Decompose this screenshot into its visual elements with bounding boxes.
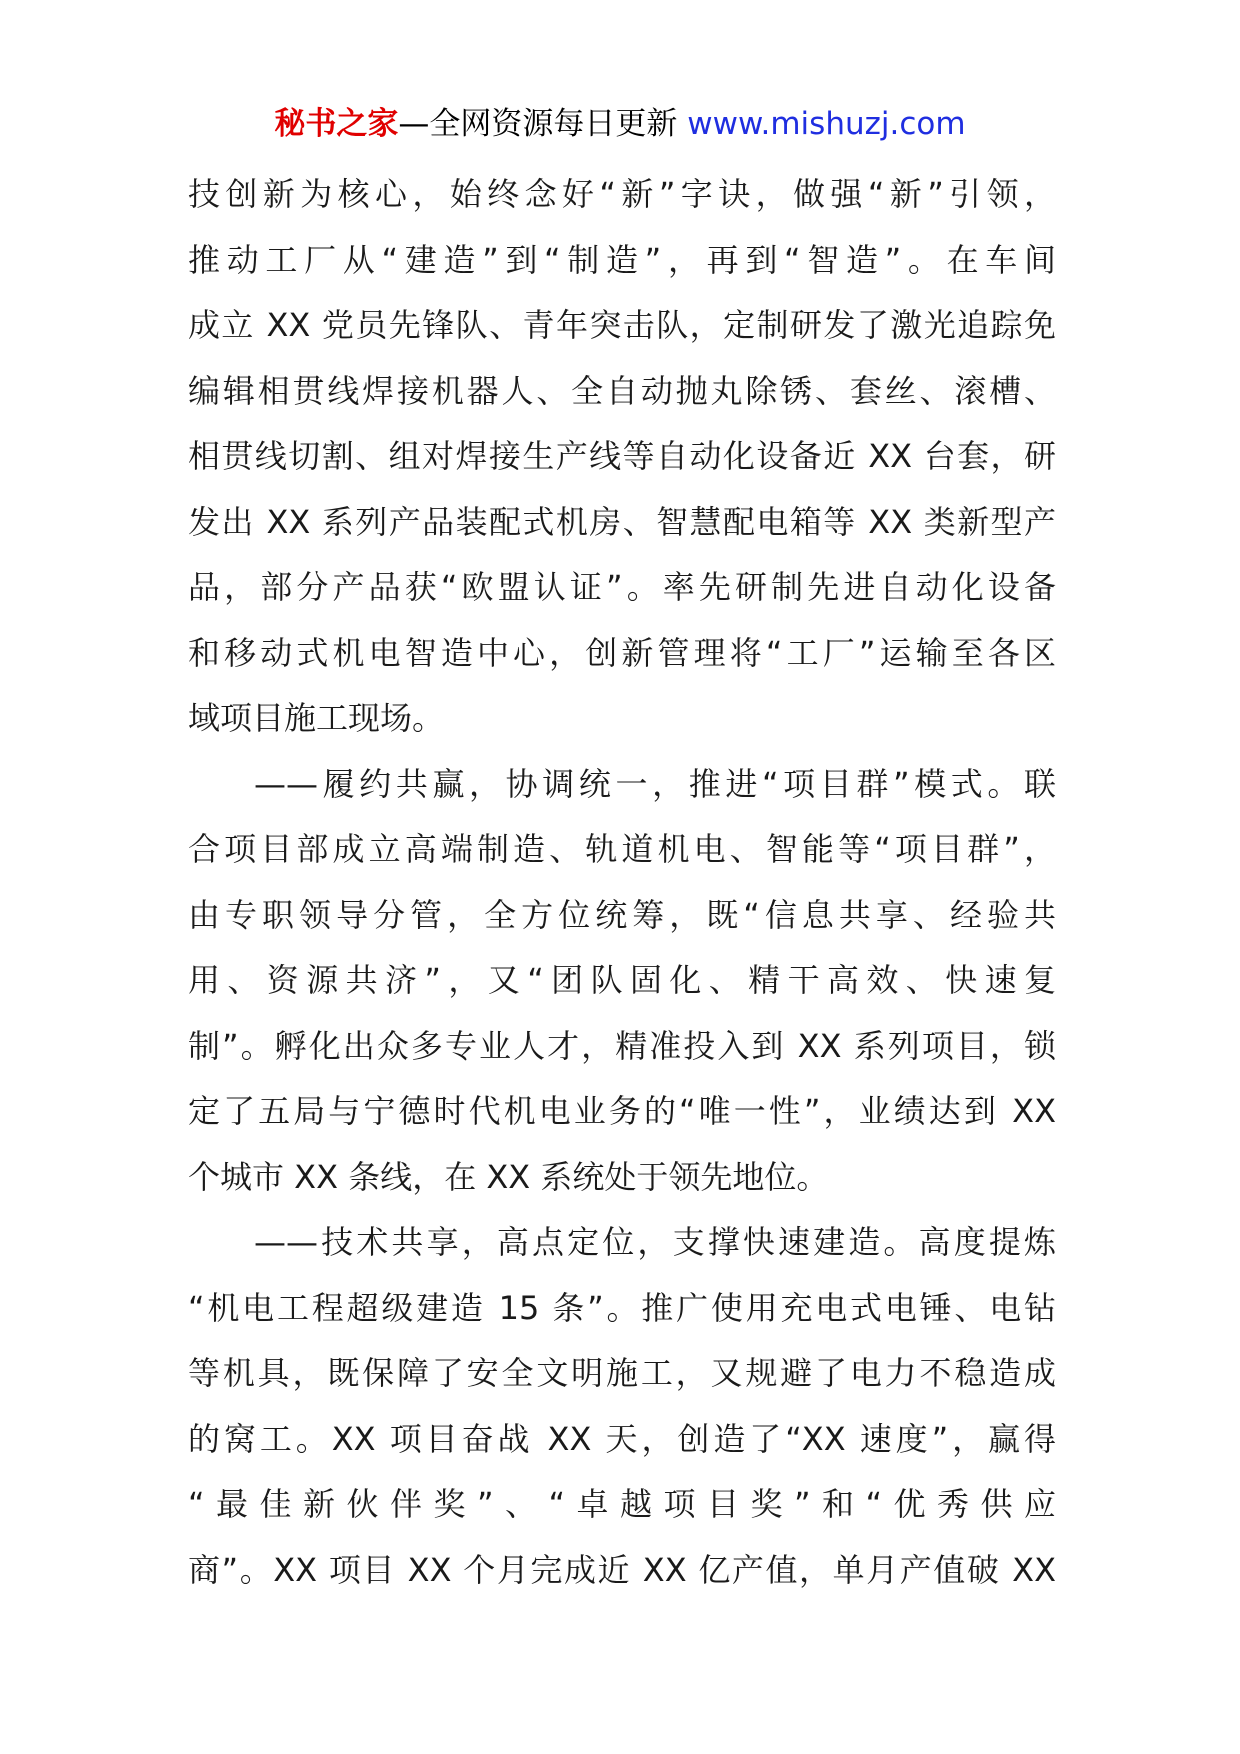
document-body (188, 162, 1056, 1603)
body-text-line: 的窝工。XX 项目奋战 XX 天，创造了“XX 速度”，赢得 (188, 1419, 1056, 1458)
body-text-line: 等机具，既保障了安全文明施工，又规避了电力不稳造成 (188, 1354, 1056, 1392)
page-header (0, 102, 1240, 146)
body-text-line: “机电工程超级建造 15 条”。推广使用充电式电锤、电钻 (188, 1288, 1056, 1327)
body-text-line: 域项目施工现场。 (188, 699, 445, 737)
body-text-line: 成立 XX 党员先锋队、青年突击队，定制研发了激光追踪免 (188, 306, 1056, 344)
header-brand: 秘书之家 (274, 106, 399, 142)
header-slogan: —全网资源每日更新 (398, 106, 688, 142)
body-text-line: 商”。XX 项目 XX 个月完成近 XX 亿产值，单月产值破 XX (188, 1550, 1056, 1589)
body-text-line: 技创新为核心，始终念好“新”字诀，做强“新”引领， (188, 175, 1056, 213)
body-text-line: ——履约共赢，协调统一，推进“项目群”模式。联 (254, 764, 1056, 803)
body-text-line: 编辑相贯线焊接机器人、全自动抛丸除锈、套丝、滚槽、 (188, 371, 1056, 410)
body-text-line: 定了五局与宁德时代机电业务的“唯一性”，业绩达到 XX (188, 1092, 1056, 1130)
header-website-link[interactable]: www.mishuzj.com (687, 106, 966, 142)
body-text-line: “最佳新伙伴奖”、“卓越项目奖”和“优秀供应 (188, 1485, 1056, 1523)
body-text-line: 相贯线切割、组对焊接生产线等自动化设备近 XX 台套，研 (188, 437, 1056, 475)
body-text-line: 和移动式机电智造中心，创新管理将“工厂”运输至各区 (188, 633, 1056, 672)
body-text-line: 用、资源共济”，又“团队固化、精干高效、快速复 (188, 961, 1056, 999)
body-text-line: 个城市 XX 条线，在 XX 系统处于领先地位。 (188, 1157, 829, 1196)
body-text-line: 品，部分产品获“欧盟认证”。率先研制先进自动化设备 (188, 568, 1056, 606)
body-text-line: 合项目部成立高端制造、轨道机电、智能等“项目群”， (188, 830, 1056, 868)
body-text-line: 制”。孵化出众多专业人才，精准投入到 XX 系列项目，锁 (188, 1026, 1056, 1065)
body-text-line: 由专职领导分管，全方位统筹，既“信息共享、经验共 (188, 895, 1056, 934)
body-text-line: ——技术共享，高点定位，支撑快速建造。高度提炼 (254, 1223, 1056, 1261)
body-text-line: 推动工厂从“建造”到“制造”，再到“智造”。在车间 (188, 240, 1056, 279)
body-text-line: 发出 XX 系列产品装配式机房、智慧配电箱等 XX 类新型产 (188, 502, 1056, 541)
